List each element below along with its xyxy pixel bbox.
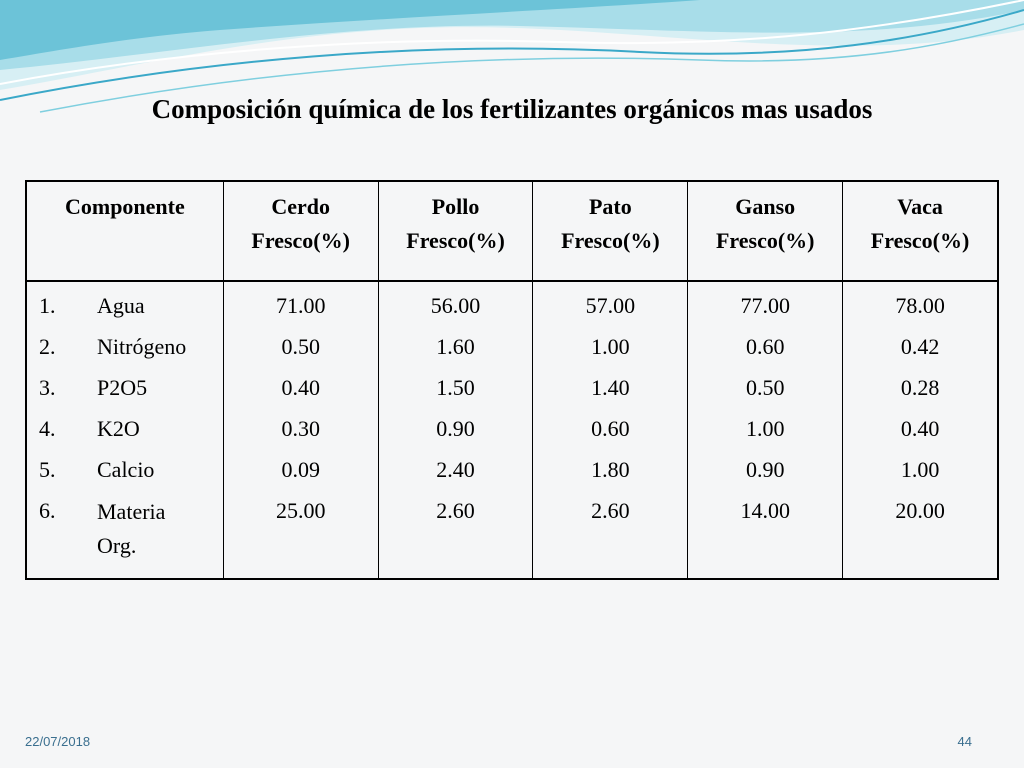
table-cell-value: 0.50 (281, 334, 320, 359)
header-pato (533, 181, 688, 281)
table-cell-value: 20.00 (895, 498, 945, 523)
footer-date: 22/07/2018 (25, 734, 91, 749)
value-cell-ganso (688, 281, 843, 579)
list-item-number: 4. (39, 416, 56, 441)
list-item-label: Materia Org. (97, 499, 166, 558)
header-line2: Fresco(%) (251, 228, 350, 253)
table-body-row (26, 281, 998, 579)
table-cell-value: 77.00 (740, 293, 790, 318)
table-cell-value: 71.00 (275, 293, 326, 318)
list-item-label: K2O (97, 416, 140, 441)
table-cell-value: 0.42 (900, 334, 940, 359)
header-line1: Cerdo (271, 194, 331, 219)
table-cell-value: 1.00 (591, 334, 630, 359)
header-ganso (688, 181, 843, 281)
value-list (849, 290, 991, 527)
table-cell-value: 2.40 (436, 457, 475, 482)
list-item-label: P2O5 (97, 375, 148, 400)
table-cell-value: 0.40 (900, 416, 940, 441)
table-cell-value: 2.60 (591, 498, 630, 523)
value-cell-cerdo (223, 281, 378, 579)
table-cell-value: 1.80 (591, 457, 630, 482)
header-line1: Componente (64, 194, 185, 219)
table-cell-value: 0.40 (281, 375, 320, 400)
value-list (539, 290, 681, 527)
table-cell-value: 1.50 (436, 375, 475, 400)
header-cerdo (223, 181, 378, 281)
table-cell-value: 0.60 (745, 334, 785, 359)
component-list (33, 290, 217, 563)
list-item (33, 331, 217, 363)
composition-table (25, 180, 999, 580)
value-list (230, 290, 372, 527)
table-cell-value: 78.00 (895, 293, 945, 318)
component-cell (26, 281, 223, 579)
table-cell-value: 0.50 (745, 375, 785, 400)
table-cell-value: 0.90 (745, 457, 785, 482)
list-item (33, 372, 217, 404)
value-cell-pollo (378, 281, 533, 579)
list-item (33, 290, 217, 322)
header-line1: Vaca (897, 194, 943, 219)
table-cell-value: 1.00 (900, 457, 940, 482)
table-header-row (26, 181, 998, 281)
header-line1: Pato (588, 194, 632, 219)
list-item-number: 3. (39, 375, 56, 400)
table-cell-value: 1.60 (436, 334, 475, 359)
table-cell-value: 14.00 (740, 498, 790, 523)
table-cell-value: 25.00 (275, 498, 326, 523)
list-item-label: Calcio (97, 457, 155, 482)
table-cell-value: 57.00 (585, 293, 636, 318)
page-number: 44 (957, 734, 972, 749)
slide-title: Composición química de los fertilizantes orgánicos mas usados (151, 94, 873, 124)
header-line2: Fresco(%) (406, 228, 505, 253)
value-list (385, 290, 527, 527)
header-line2: Fresco(%) (561, 228, 660, 253)
table-cell-value: 0.30 (281, 416, 320, 441)
list-item-number: 6. (39, 498, 56, 523)
value-cell-pato (533, 281, 688, 579)
table-cell-value: 2.60 (436, 498, 475, 523)
list-item-number: 2. (39, 334, 56, 359)
header-line2: Fresco(%) (715, 228, 815, 253)
list-item (33, 454, 217, 486)
header-componente (26, 181, 223, 281)
list-item (33, 495, 217, 563)
table-cell-value: 1.00 (745, 416, 785, 441)
table-cell-value: 0.28 (900, 375, 940, 400)
table-cell-value: 0.90 (436, 416, 475, 441)
table-cell-value: 56.00 (430, 293, 481, 318)
header-pollo (378, 181, 533, 281)
table-cell-value: 0.09 (281, 457, 320, 482)
table-cell-value: 1.40 (591, 375, 630, 400)
header-line1: Ganso (735, 194, 796, 219)
list-item-label: Agua (97, 293, 145, 318)
table-cell-value: 0.60 (591, 416, 630, 441)
list-item-label: Nitrógeno (97, 334, 187, 359)
header-line1: Pollo (431, 194, 480, 219)
list-item-number: 5. (39, 457, 56, 482)
header-line2: Fresco(%) (870, 228, 970, 253)
value-cell-vaca (843, 281, 998, 579)
value-list (694, 290, 836, 527)
list-item-number: 1. (39, 293, 56, 318)
header-vaca (843, 181, 998, 281)
list-item (33, 413, 217, 445)
